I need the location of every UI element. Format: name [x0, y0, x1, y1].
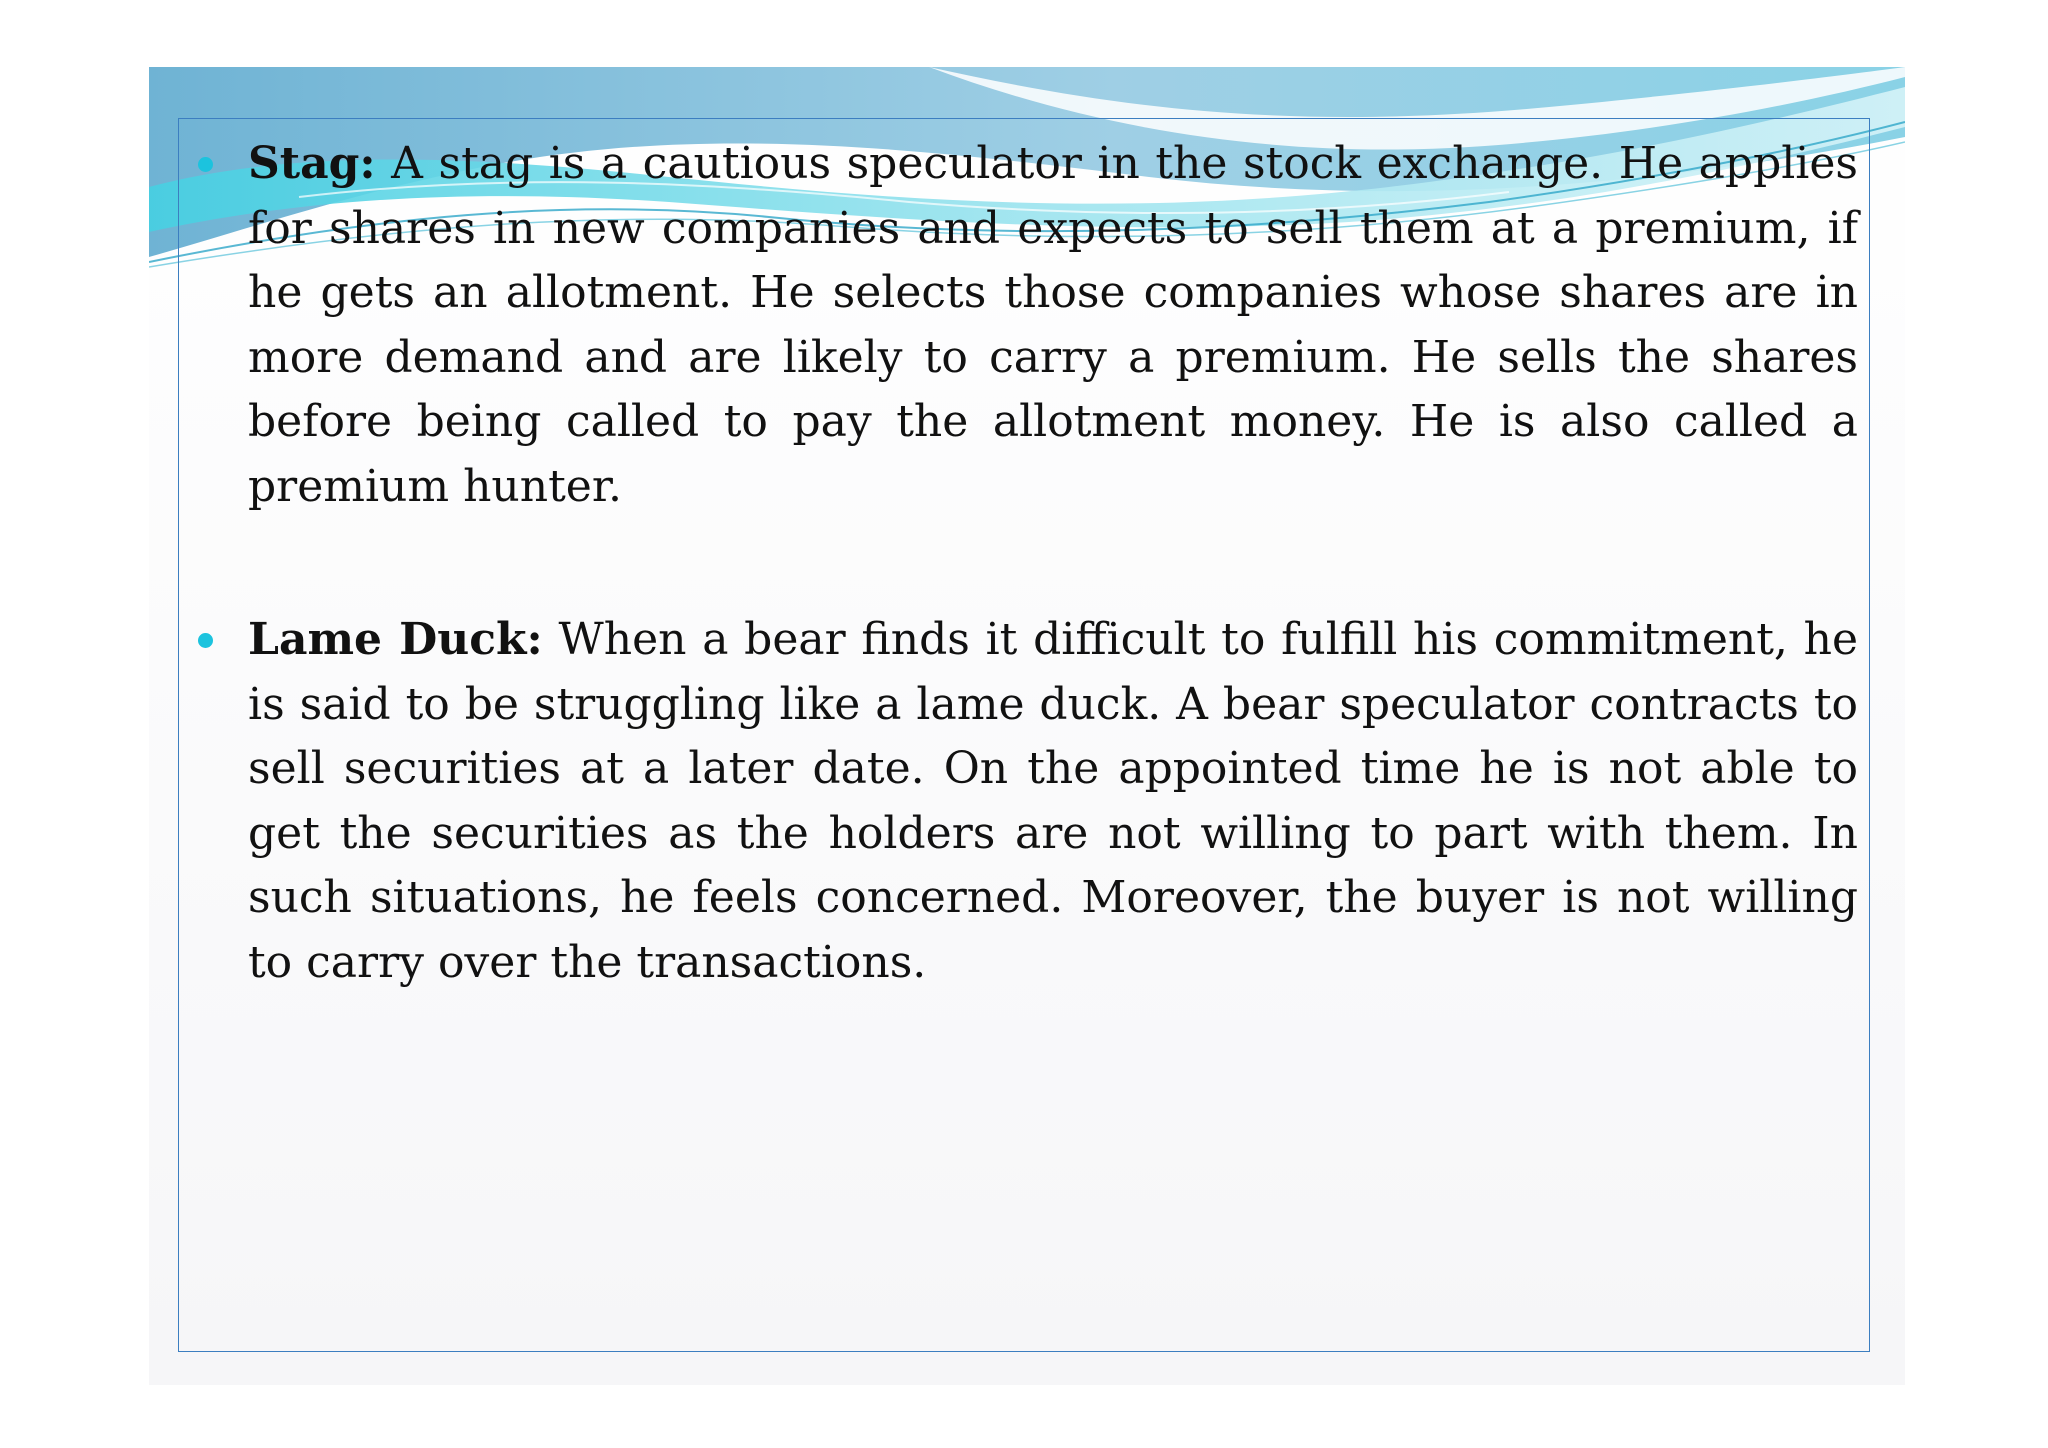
bullet-text: When a bear finds it difficult to fulfill his commitment, he is said to be struggling like a lame duck. A bear speculator contracts to sell securities at a later date. On the appointed time he is not able to get the securities as the holders are not willing to part with them. In such situations, he feels concerned. Moreover, the buyer is not willing to carry over the transactions.: [248, 614, 1858, 988]
bullet-item-lame-duck: [198, 608, 1858, 995]
bullet-dot-icon: [198, 157, 213, 172]
bullet-term: Lame Duck:: [248, 614, 543, 665]
bullet-term: Stag:: [248, 138, 376, 189]
bullet-text: A stag is a cautious speculator in the stock exchange. He applies for shares in new companies and expects to sell them at a premium, if he gets an allotment. He selects those companies whose shares are in more demand and are likely to carry a premium. He sells the shares before being called to pay the allotment money. He is also called a premium hunter.: [248, 138, 1858, 512]
bullet-item-stag: [198, 132, 1858, 519]
bullet-list: [198, 132, 1858, 995]
bullet-dot-icon: [198, 633, 213, 648]
